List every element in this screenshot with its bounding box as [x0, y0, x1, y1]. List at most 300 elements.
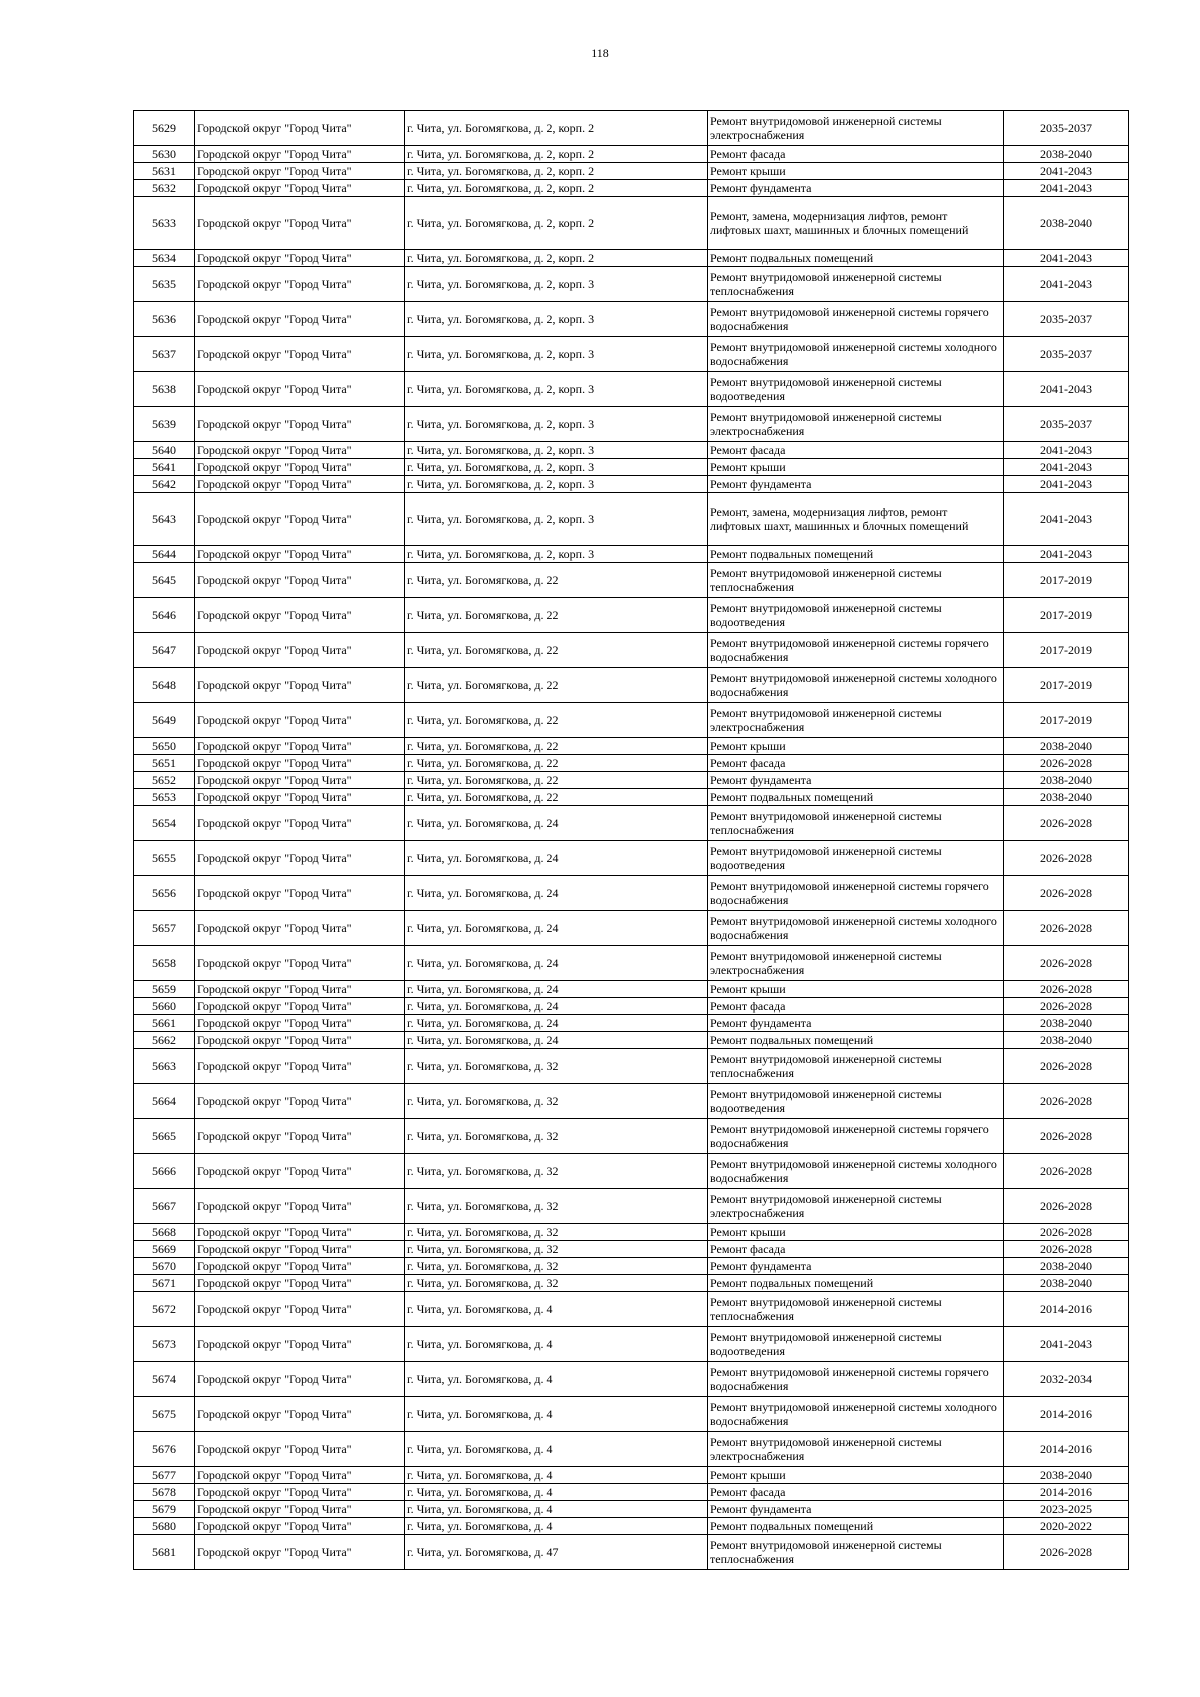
work-type-cell: Ремонт внутридомовой инженерной системы водоотведения [708, 1084, 1004, 1119]
table-row [134, 876, 1129, 911]
row-number-cell: 5663 [134, 1049, 195, 1084]
municipality-cell: Городской округ "Город Чита" [195, 1275, 405, 1292]
municipality-cell: Городской округ "Город Чита" [195, 1397, 405, 1432]
table-row [134, 493, 1129, 546]
table-row [134, 946, 1129, 981]
municipality-cell: Городской округ "Город Чита" [195, 1154, 405, 1189]
municipality-cell: Городской округ "Город Чита" [195, 1049, 405, 1084]
address-cell: г. Чита, ул. Богомягкова, д. 2, корп. 3 [405, 407, 708, 442]
row-number-cell: 5650 [134, 738, 195, 755]
table-row [134, 250, 1129, 267]
table-row [134, 911, 1129, 946]
work-type-cell: Ремонт внутридомовой инженерной системы теплоснабжения [708, 563, 1004, 598]
address-cell: г. Чита, ул. Богомягкова, д. 2, корп. 3 [405, 302, 708, 337]
row-number-cell: 5637 [134, 337, 195, 372]
address-cell: г. Чита, ул. Богомягкова, д. 22 [405, 598, 708, 633]
address-cell: г. Чита, ул. Богомягкова, д. 32 [405, 1049, 708, 1084]
table-row [134, 1189, 1129, 1224]
row-number-cell: 5660 [134, 998, 195, 1015]
period-cell: 2026-2028 [1004, 946, 1129, 981]
row-number-cell: 5658 [134, 946, 195, 981]
municipality-cell: Городской округ "Город Чита" [195, 111, 405, 146]
work-type-cell: Ремонт, замена, модернизация лифтов, ремонт лифтовых шахт, машинных и блочных помещений [708, 493, 1004, 546]
address-cell: г. Чита, ул. Богомягкова, д. 47 [405, 1535, 708, 1570]
period-cell: 2014-2016 [1004, 1484, 1129, 1501]
address-cell: г. Чита, ул. Богомягкова, д. 2, корп. 3 [405, 546, 708, 563]
municipality-cell: Городской округ "Город Чита" [195, 738, 405, 755]
row-number-cell: 5655 [134, 841, 195, 876]
row-number-cell: 5654 [134, 806, 195, 841]
period-cell: 2026-2028 [1004, 1535, 1129, 1570]
work-type-cell: Ремонт подвальных помещений [708, 546, 1004, 563]
table-row [134, 1015, 1129, 1032]
work-type-cell: Ремонт фасада [708, 146, 1004, 163]
address-cell: г. Чита, ул. Богомягкова, д. 24 [405, 946, 708, 981]
address-cell: г. Чита, ул. Богомягкова, д. 2, корп. 3 [405, 267, 708, 302]
table-row [134, 546, 1129, 563]
work-type-cell: Ремонт фундамента [708, 476, 1004, 493]
row-number-cell: 5671 [134, 1275, 195, 1292]
row-number-cell: 5644 [134, 546, 195, 563]
address-cell: г. Чита, ул. Богомягкова, д. 22 [405, 755, 708, 772]
work-type-cell: Ремонт внутридомовой инженерной системы водоотведения [708, 1327, 1004, 1362]
table-row [134, 163, 1129, 180]
table-body [134, 111, 1129, 1570]
period-cell: 2038-2040 [1004, 1275, 1129, 1292]
municipality-cell: Городской округ "Город Чита" [195, 1084, 405, 1119]
municipality-cell: Городской округ "Город Чита" [195, 163, 405, 180]
period-cell: 2026-2028 [1004, 1049, 1129, 1084]
municipality-cell: Городской округ "Город Чита" [195, 911, 405, 946]
municipality-cell: Городской округ "Город Чита" [195, 633, 405, 668]
address-cell: г. Чита, ул. Богомягкова, д. 2, корп. 3 [405, 493, 708, 546]
address-cell: г. Чита, ул. Богомягкова, д. 2, корп. 2 [405, 111, 708, 146]
row-number-cell: 5641 [134, 459, 195, 476]
row-number-cell: 5635 [134, 267, 195, 302]
table-row [134, 772, 1129, 789]
work-type-cell: Ремонт подвальных помещений [708, 1275, 1004, 1292]
table-row [134, 1327, 1129, 1362]
municipality-cell: Городской округ "Город Чита" [195, 1362, 405, 1397]
address-cell: г. Чита, ул. Богомягкова, д. 22 [405, 563, 708, 598]
table-row [134, 981, 1129, 998]
work-type-cell: Ремонт внутридомовой инженерной системы водоотведения [708, 372, 1004, 407]
work-type-cell: Ремонт внутридомовой инженерной системы холодного водоснабжения [708, 911, 1004, 946]
municipality-cell: Городской округ "Город Чита" [195, 1241, 405, 1258]
period-cell: 2026-2028 [1004, 1119, 1129, 1154]
period-cell: 2041-2043 [1004, 442, 1129, 459]
work-type-cell: Ремонт, замена, модернизация лифтов, ремонт лифтовых шахт, машинных и блочных помещений [708, 197, 1004, 250]
work-type-cell: Ремонт внутридомовой инженерной системы холодного водоснабжения [708, 1397, 1004, 1432]
work-type-cell: Ремонт фундамента [708, 1501, 1004, 1518]
period-cell: 2014-2016 [1004, 1432, 1129, 1467]
municipality-cell: Городской округ "Город Чита" [195, 372, 405, 407]
period-cell: 2017-2019 [1004, 703, 1129, 738]
period-cell: 2017-2019 [1004, 598, 1129, 633]
municipality-cell: Городской округ "Город Чита" [195, 998, 405, 1015]
row-number-cell: 5668 [134, 1224, 195, 1241]
work-type-cell: Ремонт внутридомовой инженерной системы горячего водоснабжения [708, 302, 1004, 337]
work-type-cell: Ремонт крыши [708, 163, 1004, 180]
period-cell: 2032-2034 [1004, 1362, 1129, 1397]
municipality-cell: Городской округ "Город Чита" [195, 337, 405, 372]
period-cell: 2038-2040 [1004, 1015, 1129, 1032]
address-cell: г. Чита, ул. Богомягкова, д. 2, корп. 2 [405, 180, 708, 197]
period-cell: 2017-2019 [1004, 563, 1129, 598]
municipality-cell: Городской округ "Город Чита" [195, 703, 405, 738]
row-number-cell: 5647 [134, 633, 195, 668]
period-cell: 2041-2043 [1004, 250, 1129, 267]
work-type-cell: Ремонт крыши [708, 981, 1004, 998]
table-row [134, 1224, 1129, 1241]
period-cell: 2026-2028 [1004, 755, 1129, 772]
period-cell: 2026-2028 [1004, 841, 1129, 876]
table-row [134, 476, 1129, 493]
period-cell: 2026-2028 [1004, 876, 1129, 911]
municipality-cell: Городской округ "Город Чита" [195, 1501, 405, 1518]
address-cell: г. Чита, ул. Богомягкова, д. 22 [405, 789, 708, 806]
address-cell: г. Чита, ул. Богомягкова, д. 4 [405, 1518, 708, 1535]
address-cell: г. Чита, ул. Богомягкова, д. 4 [405, 1484, 708, 1501]
address-cell: г. Чита, ул. Богомягкова, д. 32 [405, 1119, 708, 1154]
period-cell: 2041-2043 [1004, 459, 1129, 476]
work-type-cell: Ремонт подвальных помещений [708, 789, 1004, 806]
address-cell: г. Чита, ул. Богомягкова, д. 32 [405, 1241, 708, 1258]
address-cell: г. Чита, ул. Богомягкова, д. 24 [405, 1032, 708, 1049]
municipality-cell: Городской округ "Город Чита" [195, 789, 405, 806]
period-cell: 2041-2043 [1004, 1327, 1129, 1362]
table-row [134, 442, 1129, 459]
address-cell: г. Чита, ул. Богомягкова, д. 24 [405, 1015, 708, 1032]
table-row [134, 1518, 1129, 1535]
row-number-cell: 5674 [134, 1362, 195, 1397]
address-cell: г. Чита, ул. Богомягкова, д. 4 [405, 1362, 708, 1397]
address-cell: г. Чита, ул. Богомягкова, д. 32 [405, 1154, 708, 1189]
work-type-cell: Ремонт внутридомовой инженерной системы электроснабжения [708, 1432, 1004, 1467]
row-number-cell: 5652 [134, 772, 195, 789]
municipality-cell: Городской округ "Город Чита" [195, 563, 405, 598]
work-type-cell: Ремонт внутридомовой инженерной системы водоотведения [708, 598, 1004, 633]
table-row [134, 1258, 1129, 1275]
table-row [134, 1432, 1129, 1467]
table-row [134, 1397, 1129, 1432]
period-cell: 2017-2019 [1004, 668, 1129, 703]
period-cell: 2014-2016 [1004, 1397, 1129, 1432]
work-type-cell: Ремонт фасада [708, 1484, 1004, 1501]
table-row [134, 806, 1129, 841]
municipality-cell: Городской округ "Город Чита" [195, 180, 405, 197]
row-number-cell: 5642 [134, 476, 195, 493]
address-cell: г. Чита, ул. Богомягкова, д. 24 [405, 876, 708, 911]
address-cell: г. Чита, ул. Богомягкова, д. 22 [405, 633, 708, 668]
municipality-cell: Городской округ "Город Чита" [195, 772, 405, 789]
address-cell: г. Чита, ул. Богомягкова, д. 24 [405, 841, 708, 876]
table-row [134, 1501, 1129, 1518]
table-row [134, 1154, 1129, 1189]
work-type-cell: Ремонт внутридомовой инженерной системы электроснабжения [708, 111, 1004, 146]
municipality-cell: Городской округ "Город Чита" [195, 946, 405, 981]
municipality-cell: Городской округ "Город Чита" [195, 806, 405, 841]
work-type-cell: Ремонт внутридомовой инженерной системы теплоснабжения [708, 1292, 1004, 1327]
table-row [134, 111, 1129, 146]
work-type-cell: Ремонт внутридомовой инженерной системы теплоснабжения [708, 806, 1004, 841]
municipality-cell: Городской округ "Город Чита" [195, 1535, 405, 1570]
table-row [134, 668, 1129, 703]
row-number-cell: 5653 [134, 789, 195, 806]
period-cell: 2026-2028 [1004, 1084, 1129, 1119]
row-number-cell: 5661 [134, 1015, 195, 1032]
row-number-cell: 5631 [134, 163, 195, 180]
period-cell: 2020-2022 [1004, 1518, 1129, 1535]
work-type-cell: Ремонт фундамента [708, 1258, 1004, 1275]
row-number-cell: 5665 [134, 1119, 195, 1154]
period-cell: 2026-2028 [1004, 1224, 1129, 1241]
period-cell: 2038-2040 [1004, 789, 1129, 806]
row-number-cell: 5659 [134, 981, 195, 998]
work-type-cell: Ремонт фундамента [708, 1015, 1004, 1032]
table-row [134, 1241, 1129, 1258]
row-number-cell: 5629 [134, 111, 195, 146]
row-number-cell: 5669 [134, 1241, 195, 1258]
table-row [134, 789, 1129, 806]
address-cell: г. Чита, ул. Богомягкова, д. 2, корп. 2 [405, 250, 708, 267]
period-cell: 2041-2043 [1004, 267, 1129, 302]
address-cell: г. Чита, ул. Богомягкова, д. 2, корп. 2 [405, 146, 708, 163]
row-number-cell: 5676 [134, 1432, 195, 1467]
period-cell: 2041-2043 [1004, 493, 1129, 546]
municipality-cell: Городской округ "Город Чита" [195, 267, 405, 302]
row-number-cell: 5636 [134, 302, 195, 337]
work-type-cell: Ремонт крыши [708, 738, 1004, 755]
period-cell: 2038-2040 [1004, 1032, 1129, 1049]
address-cell: г. Чита, ул. Богомягкова, д. 2, корп. 3 [405, 442, 708, 459]
row-number-cell: 5630 [134, 146, 195, 163]
period-cell: 2035-2037 [1004, 302, 1129, 337]
municipality-cell: Городской округ "Город Чита" [195, 755, 405, 772]
address-cell: г. Чита, ул. Богомягкова, д. 2, корп. 2 [405, 197, 708, 250]
address-cell: г. Чита, ул. Богомягкова, д. 24 [405, 981, 708, 998]
table-row [134, 1084, 1129, 1119]
work-type-cell: Ремонт внутридомовой инженерной системы холодного водоснабжения [708, 668, 1004, 703]
table-row [134, 267, 1129, 302]
address-cell: г. Чита, ул. Богомягкова, д. 24 [405, 806, 708, 841]
work-type-cell: Ремонт крыши [708, 1467, 1004, 1484]
period-cell: 2023-2025 [1004, 1501, 1129, 1518]
table-row [134, 1119, 1129, 1154]
municipality-cell: Городской округ "Город Чита" [195, 1327, 405, 1362]
row-number-cell: 5666 [134, 1154, 195, 1189]
municipality-cell: Городской округ "Город Чита" [195, 1484, 405, 1501]
table-row [134, 337, 1129, 372]
work-type-cell: Ремонт внутридомовой инженерной системы горячего водоснабжения [708, 633, 1004, 668]
table-row [134, 563, 1129, 598]
period-cell: 2038-2040 [1004, 772, 1129, 789]
period-cell: 2041-2043 [1004, 163, 1129, 180]
row-number-cell: 5638 [134, 372, 195, 407]
table-row [134, 197, 1129, 250]
municipality-cell: Городской округ "Город Чита" [195, 250, 405, 267]
work-type-cell: Ремонт внутридомовой инженерной системы холодного водоснабжения [708, 337, 1004, 372]
row-number-cell: 5634 [134, 250, 195, 267]
work-type-cell: Ремонт внутридомовой инженерной системы электроснабжения [708, 703, 1004, 738]
municipality-cell: Городской округ "Город Чита" [195, 1467, 405, 1484]
row-number-cell: 5648 [134, 668, 195, 703]
row-number-cell: 5657 [134, 911, 195, 946]
work-type-cell: Ремонт внутридомовой инженерной системы теплоснабжения [708, 1049, 1004, 1084]
period-cell: 2035-2037 [1004, 111, 1129, 146]
work-type-cell: Ремонт внутридомовой инженерной системы теплоснабжения [708, 267, 1004, 302]
address-cell: г. Чита, ул. Богомягкова, д. 24 [405, 998, 708, 1015]
work-type-cell: Ремонт внутридомовой инженерной системы холодного водоснабжения [708, 1154, 1004, 1189]
address-cell: г. Чита, ул. Богомягкова, д. 22 [405, 772, 708, 789]
row-number-cell: 5680 [134, 1518, 195, 1535]
municipality-cell: Городской округ "Город Чита" [195, 197, 405, 250]
row-number-cell: 5677 [134, 1467, 195, 1484]
row-number-cell: 5646 [134, 598, 195, 633]
municipality-cell: Городской округ "Город Чита" [195, 841, 405, 876]
table-row [134, 755, 1129, 772]
row-number-cell: 5670 [134, 1258, 195, 1275]
work-type-cell: Ремонт внутридомовой инженерной системы водоотведения [708, 841, 1004, 876]
table-row [134, 459, 1129, 476]
address-cell: г. Чита, ул. Богомягкова, д. 2, корп. 3 [405, 476, 708, 493]
row-number-cell: 5678 [134, 1484, 195, 1501]
municipality-cell: Городской округ "Город Чита" [195, 876, 405, 911]
work-type-cell: Ремонт внутридомовой инженерной системы электроснабжения [708, 1189, 1004, 1224]
municipality-cell: Городской округ "Город Чита" [195, 407, 405, 442]
municipality-cell: Городской округ "Город Чита" [195, 476, 405, 493]
table-row [134, 1292, 1129, 1327]
table-row [134, 1467, 1129, 1484]
repair-schedule-table [133, 110, 1129, 1570]
period-cell: 2035-2037 [1004, 407, 1129, 442]
municipality-cell: Городской округ "Город Чита" [195, 1224, 405, 1241]
table-row [134, 146, 1129, 163]
work-type-cell: Ремонт фасада [708, 998, 1004, 1015]
municipality-cell: Городской округ "Город Чита" [195, 1258, 405, 1275]
municipality-cell: Городской округ "Город Чита" [195, 146, 405, 163]
municipality-cell: Городской округ "Город Чита" [195, 1292, 405, 1327]
municipality-cell: Городской округ "Город Чита" [195, 981, 405, 998]
row-number-cell: 5679 [134, 1501, 195, 1518]
table-row [134, 302, 1129, 337]
address-cell: г. Чита, ул. Богомягкова, д. 4 [405, 1327, 708, 1362]
row-number-cell: 5664 [134, 1084, 195, 1119]
municipality-cell: Городской округ "Город Чита" [195, 1189, 405, 1224]
period-cell: 2041-2043 [1004, 180, 1129, 197]
table-row [134, 1275, 1129, 1292]
work-type-cell: Ремонт крыши [708, 459, 1004, 476]
address-cell: г. Чита, ул. Богомягкова, д. 32 [405, 1084, 708, 1119]
work-type-cell: Ремонт внутридомовой инженерной системы горячего водоснабжения [708, 876, 1004, 911]
address-cell: г. Чита, ул. Богомягкова, д. 4 [405, 1292, 708, 1327]
municipality-cell: Городской округ "Город Чита" [195, 1032, 405, 1049]
address-cell: г. Чита, ул. Богомягкова, д. 4 [405, 1501, 708, 1518]
table-row [134, 998, 1129, 1015]
table-row [134, 180, 1129, 197]
period-cell: 2026-2028 [1004, 1154, 1129, 1189]
work-type-cell: Ремонт внутридомовой инженерной системы теплоснабжения [708, 1535, 1004, 1570]
municipality-cell: Городской округ "Город Чита" [195, 1432, 405, 1467]
address-cell: г. Чита, ул. Богомягкова, д. 22 [405, 703, 708, 738]
period-cell: 2041-2043 [1004, 546, 1129, 563]
municipality-cell: Городской округ "Город Чита" [195, 546, 405, 563]
row-number-cell: 5632 [134, 180, 195, 197]
row-number-cell: 5645 [134, 563, 195, 598]
table-row [134, 407, 1129, 442]
period-cell: 2026-2028 [1004, 1189, 1129, 1224]
address-cell: г. Чита, ул. Богомягкова, д. 32 [405, 1258, 708, 1275]
address-cell: г. Чита, ул. Богомягкова, д. 32 [405, 1224, 708, 1241]
work-type-cell: Ремонт фасада [708, 1241, 1004, 1258]
table-row [134, 1362, 1129, 1397]
row-number-cell: 5656 [134, 876, 195, 911]
table-row [134, 372, 1129, 407]
table-row [134, 1032, 1129, 1049]
period-cell: 2038-2040 [1004, 1258, 1129, 1275]
page-number: 118 [591, 46, 609, 60]
municipality-cell: Городской округ "Город Чита" [195, 1015, 405, 1032]
row-number-cell: 5649 [134, 703, 195, 738]
row-number-cell: 5639 [134, 407, 195, 442]
row-number-cell: 5633 [134, 197, 195, 250]
table-row [134, 1049, 1129, 1084]
work-type-cell: Ремонт внутридомовой инженерной системы электроснабжения [708, 946, 1004, 981]
period-cell: 2026-2028 [1004, 806, 1129, 841]
period-cell: 2017-2019 [1004, 633, 1129, 668]
work-type-cell: Ремонт крыши [708, 1224, 1004, 1241]
address-cell: г. Чита, ул. Богомягкова, д. 24 [405, 911, 708, 946]
row-number-cell: 5640 [134, 442, 195, 459]
work-type-cell: Ремонт подвальных помещений [708, 250, 1004, 267]
work-type-cell: Ремонт подвальных помещений [708, 1032, 1004, 1049]
municipality-cell: Городской округ "Город Чита" [195, 1518, 405, 1535]
municipality-cell: Городской округ "Город Чита" [195, 598, 405, 633]
table-row [134, 1484, 1129, 1501]
address-cell: г. Чита, ул. Богомягкова, д. 32 [405, 1189, 708, 1224]
municipality-cell: Городской округ "Город Чита" [195, 302, 405, 337]
row-number-cell: 5675 [134, 1397, 195, 1432]
address-cell: г. Чита, ул. Богомягкова, д. 32 [405, 1275, 708, 1292]
period-cell: 2038-2040 [1004, 738, 1129, 755]
address-cell: г. Чита, ул. Богомягкова, д. 22 [405, 668, 708, 703]
work-type-cell: Ремонт подвальных помещений [708, 1518, 1004, 1535]
period-cell: 2026-2028 [1004, 911, 1129, 946]
address-cell: г. Чита, ул. Богомягкова, д. 2, корп. 3 [405, 337, 708, 372]
municipality-cell: Городской округ "Город Чита" [195, 668, 405, 703]
row-number-cell: 5662 [134, 1032, 195, 1049]
address-cell: г. Чита, ул. Богомягкова, д. 4 [405, 1467, 708, 1484]
municipality-cell: Городской округ "Город Чита" [195, 493, 405, 546]
period-cell: 2038-2040 [1004, 146, 1129, 163]
row-number-cell: 5667 [134, 1189, 195, 1224]
work-type-cell: Ремонт внутридомовой инженерной системы электроснабжения [708, 407, 1004, 442]
table-row [134, 1535, 1129, 1570]
row-number-cell: 5643 [134, 493, 195, 546]
address-cell: г. Чита, ул. Богомягкова, д. 2, корп. 3 [405, 372, 708, 407]
work-type-cell: Ремонт внутридомовой инженерной системы горячего водоснабжения [708, 1119, 1004, 1154]
period-cell: 2026-2028 [1004, 1241, 1129, 1258]
period-cell: 2038-2040 [1004, 1467, 1129, 1484]
table-row [134, 703, 1129, 738]
municipality-cell: Городской округ "Город Чита" [195, 442, 405, 459]
table-row [134, 738, 1129, 755]
table-row [134, 633, 1129, 668]
address-cell: г. Чита, ул. Богомягкова, д. 4 [405, 1397, 708, 1432]
work-type-cell: Ремонт фасада [708, 755, 1004, 772]
row-number-cell: 5651 [134, 755, 195, 772]
work-type-cell: Ремонт фасада [708, 442, 1004, 459]
